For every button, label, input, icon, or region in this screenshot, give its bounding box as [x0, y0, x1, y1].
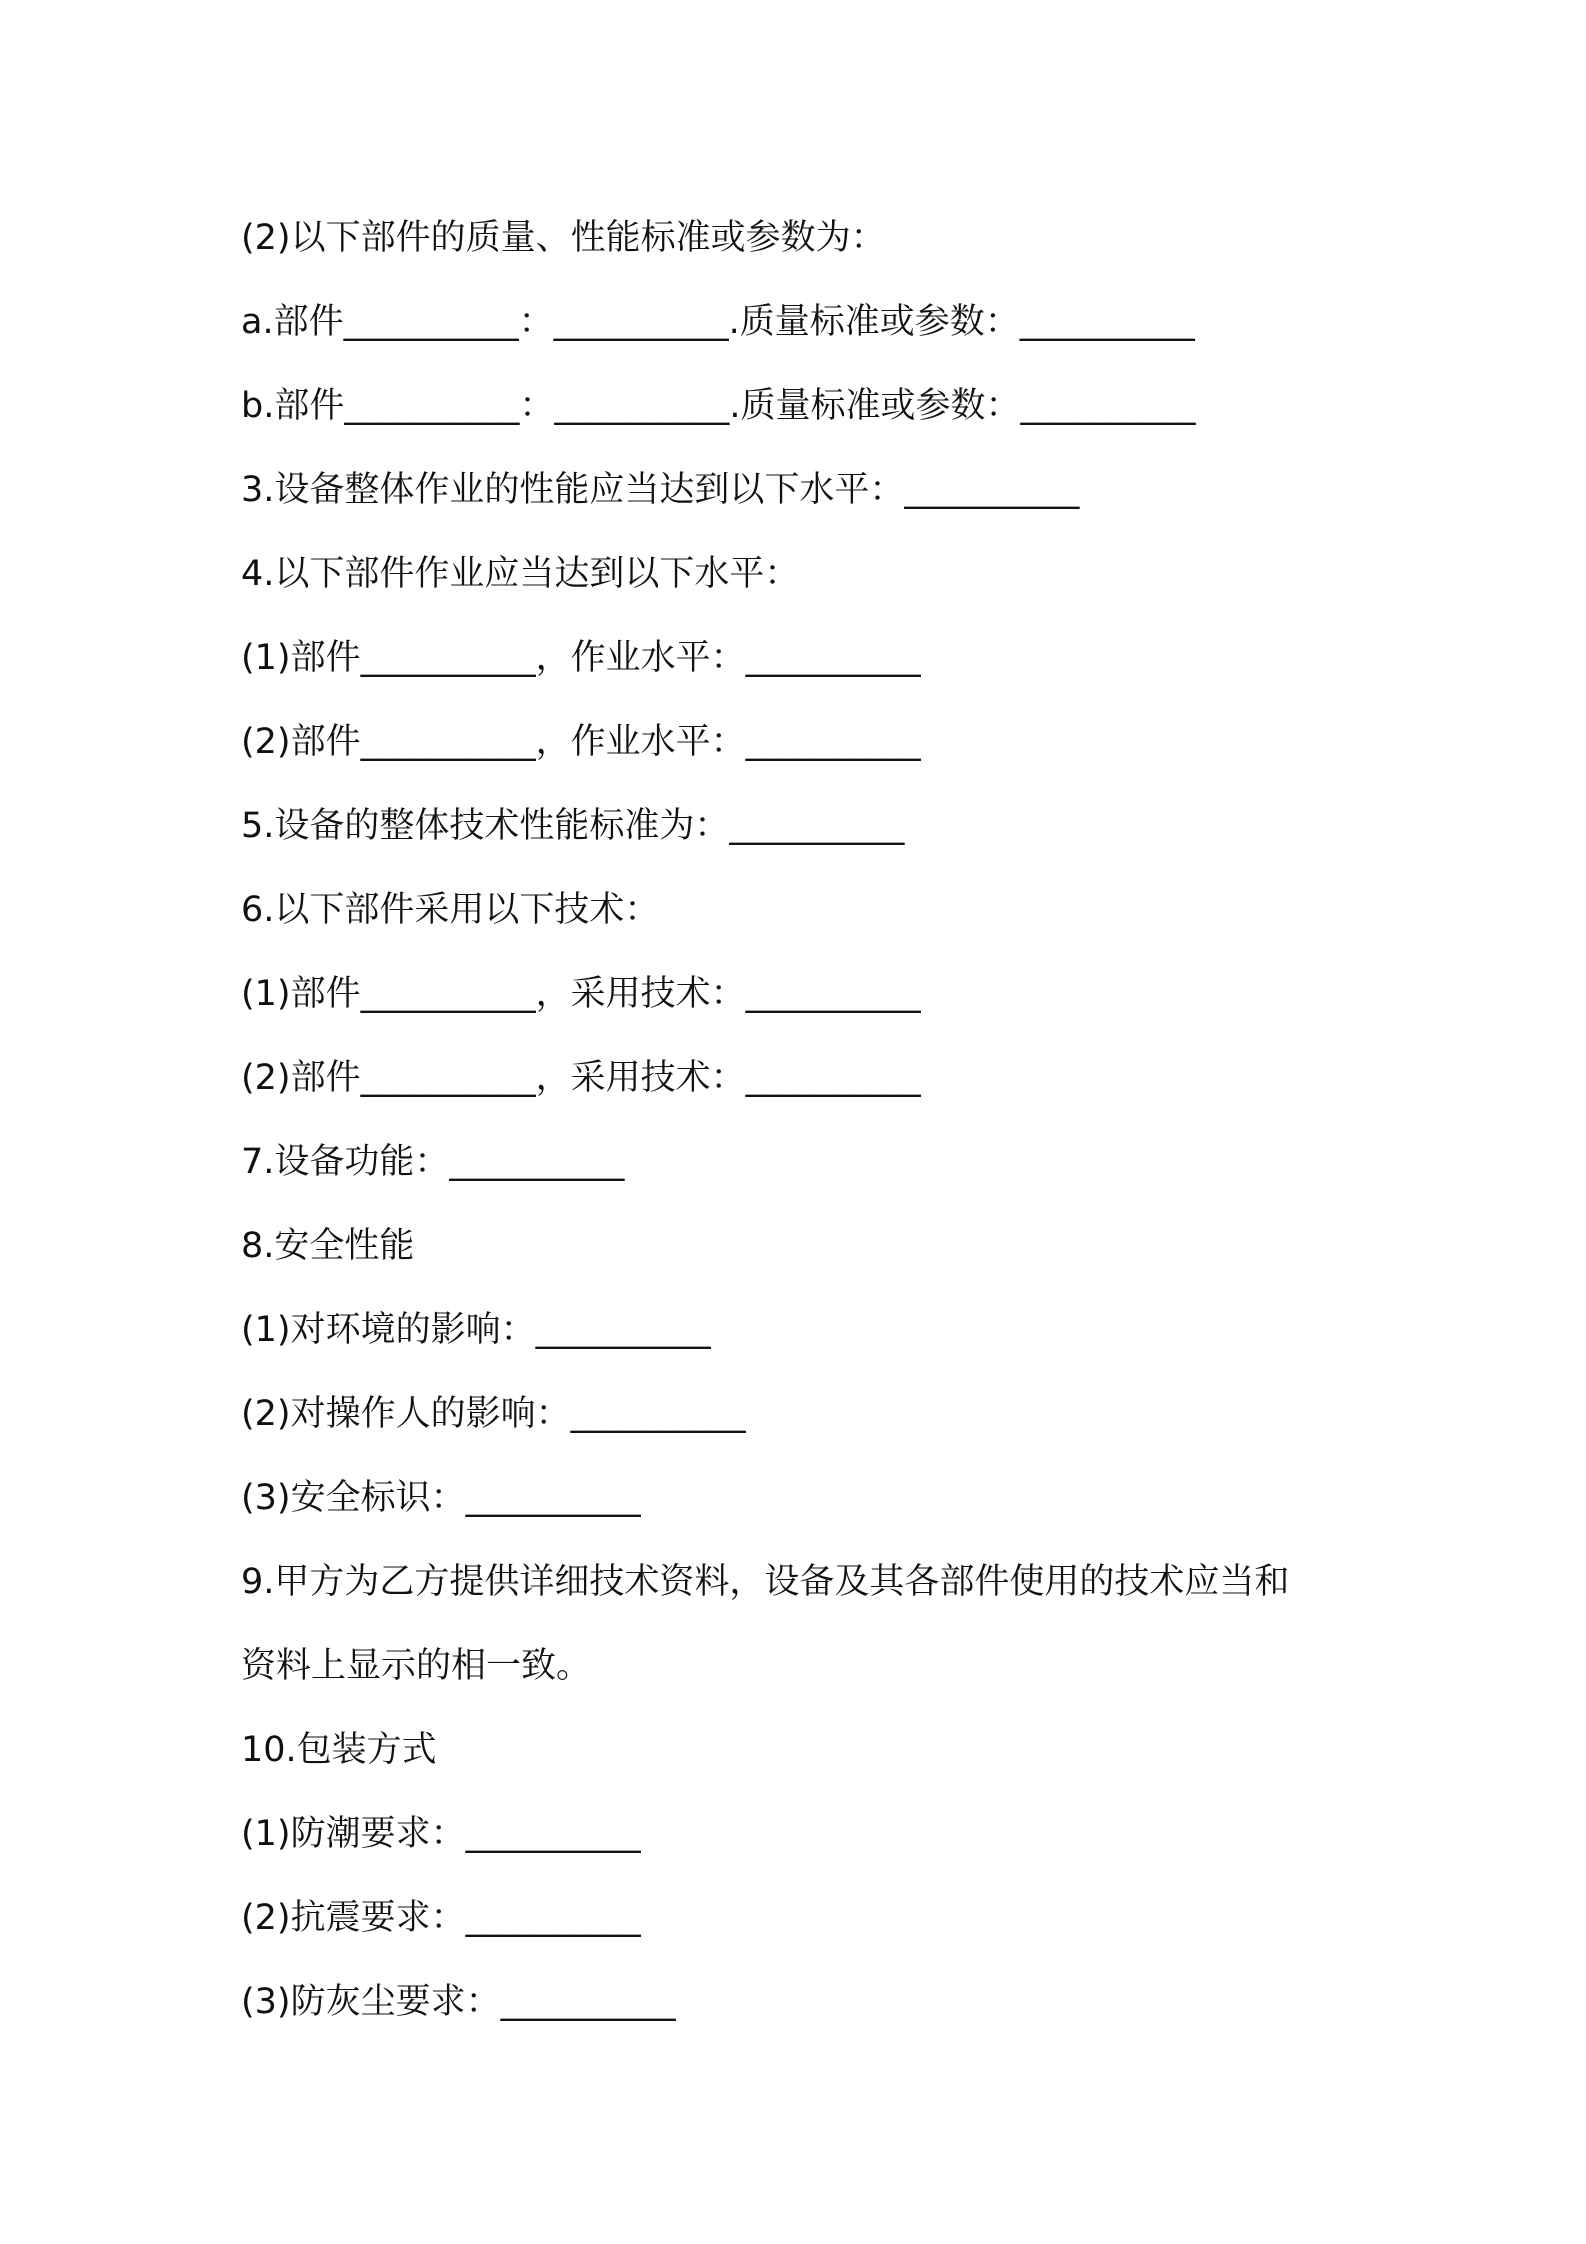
- clause-9-line-2: 资料上显示的相一致。: [241, 1646, 592, 1686]
- clause-6-item-2: (2)部件__________，采用技术：__________: [241, 1058, 921, 1098]
- clause-10-item-2: (2)抗震要求：__________: [241, 1898, 641, 1938]
- clause-4-item-1: (1)部件__________，作业水平：__________: [241, 638, 921, 678]
- clause-8-item-3: (3)安全标识：__________: [241, 1478, 641, 1518]
- clause-8-item-2: (2)对操作人的影响：__________: [241, 1394, 746, 1434]
- clause-7: 7.设备功能：__________: [241, 1142, 625, 1182]
- clause-8-item-1: (1)对环境的影响：__________: [241, 1310, 711, 1350]
- clause-10-heading: 10.包装方式: [241, 1730, 437, 1770]
- clause-8-heading: 8.安全性能: [241, 1226, 415, 1266]
- clause-5: 5.设备的整体技术性能标准为：__________: [241, 806, 905, 846]
- clause-10-item-3: (3)防灰尘要求：__________: [241, 1982, 676, 2022]
- clause-2-heading: (2)以下部件的质量、性能标准或参数为：: [241, 218, 886, 258]
- clause-4-item-2: (2)部件__________，作业水平：__________: [241, 722, 921, 762]
- clause-6-item-1: (1)部件__________，采用技术：__________: [241, 974, 921, 1014]
- clause-3: 3.设备整体作业的性能应当达到以下水平：__________: [241, 470, 1080, 510]
- clause-2-item-b: b.部件__________：__________.质量标准或参数：__________: [241, 386, 1196, 426]
- document-body: [241, 196, 1391, 2044]
- clause-6-heading: 6.以下部件采用以下技术：: [241, 890, 660, 930]
- clause-10-item-1: (1)防潮要求：__________: [241, 1814, 641, 1854]
- clause-2-item-a: a.部件__________：__________.质量标准或参数：__________: [241, 302, 1195, 342]
- clause-9-line-1: 9.甲方为乙方提供详细技术资料，设备及其各部件使用的技术应当和: [241, 1562, 1290, 1602]
- clause-4-heading: 4.以下部件作业应当达到以下水平：: [241, 554, 800, 594]
